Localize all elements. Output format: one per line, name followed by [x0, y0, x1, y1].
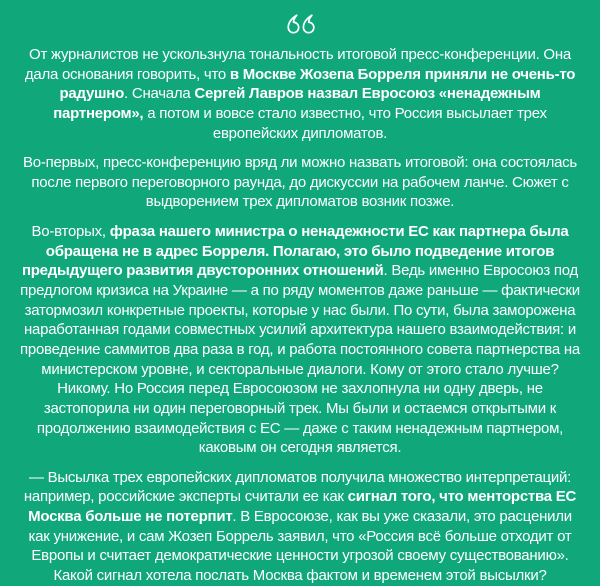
quote-text-segment: а потом и вовсе стало известно, что Россия высылает трех европейских дипломатов. [143, 104, 547, 142]
quote-text-segment-bold: сигнал того, что менторства ЕС Москва больше не потерпит [28, 488, 577, 526]
double-quote-icon [282, 14, 318, 31]
quote-paragraph-4 [16, 468, 584, 586]
quote-text-segment: Во-первых, пресс-конференцию вряд ли можно назвать итоговой: она состоялась после первого переговорного раунда, до дискуссии на рабочем ланче. Сюжет с выдворением трех дипломатов возник позже. [23, 154, 577, 211]
quote-paragraph-2 [16, 153, 584, 212]
quote-text-segment: . В Евросоюзе, как вы уже сказали, это расценили как унижение, и сам Жозеп Боррель заявил, что «Россия всё больше отходит от Европы и считает демократические ценности угрозой своему существованию». Какой сигнал хотела послать Москва фактом и временем этой высылки? [28, 508, 572, 585]
quote-text-segment-bold: в Москве Жозепа Борреля приняли не очень-то радушно [59, 65, 576, 103]
quote-text-segment: . Ведь именно Евросоюз под предлогом кризиса на Украине — а по ряду моментов даже раньше — фактически затормозил конкретные проекты, которые у нас были. По сути, была заморожена наработанная годами совместных усилий архитектура нашего взаимодействия: и проведение саммитов два раза в год, и работа постоянного совета партнерства на министерском уровне, и секторальные диалоги. Кому от этого стало лучше? Никому. Но Россия перед Евросоюзом не захлопнула ни одну дверь, не застопорила ни один переговорный трек. Мы были и остаемся открытыми к продолжению взаимодействия с ЕС — даже с таким ненадежным партнером, каковым он сегодня является. [20, 262, 580, 457]
quote-paragraph-3 [16, 222, 584, 458]
quote-paragraph-1 [16, 45, 584, 143]
quote-text-segment: Во-вторых, [31, 223, 110, 241]
quote-text-segment: От журналистов не ускользнула тональность итоговой пресс-конференции. Она дала основания говорить, что [24, 46, 571, 83]
quote-text-segment-bold: фраза нашего министра о ненадежности ЕС как партнера была обращена не в адрес Борреля. Полагаю, это было подведение итогов предыдущего развития двусторонних отношений [21, 223, 569, 280]
quote-text-segment: — Высылка трех европейских дипломатов получила множество интерпретаций: например, российские эксперты считали ее как [23, 468, 572, 506]
quote-text-segment-bold: Сергей Лавров назвал Евросоюз «ненадежным партнером», [53, 85, 541, 122]
quote-text-segment: . Сначала [124, 85, 195, 103]
quote-icon-row [15, 13, 585, 39]
